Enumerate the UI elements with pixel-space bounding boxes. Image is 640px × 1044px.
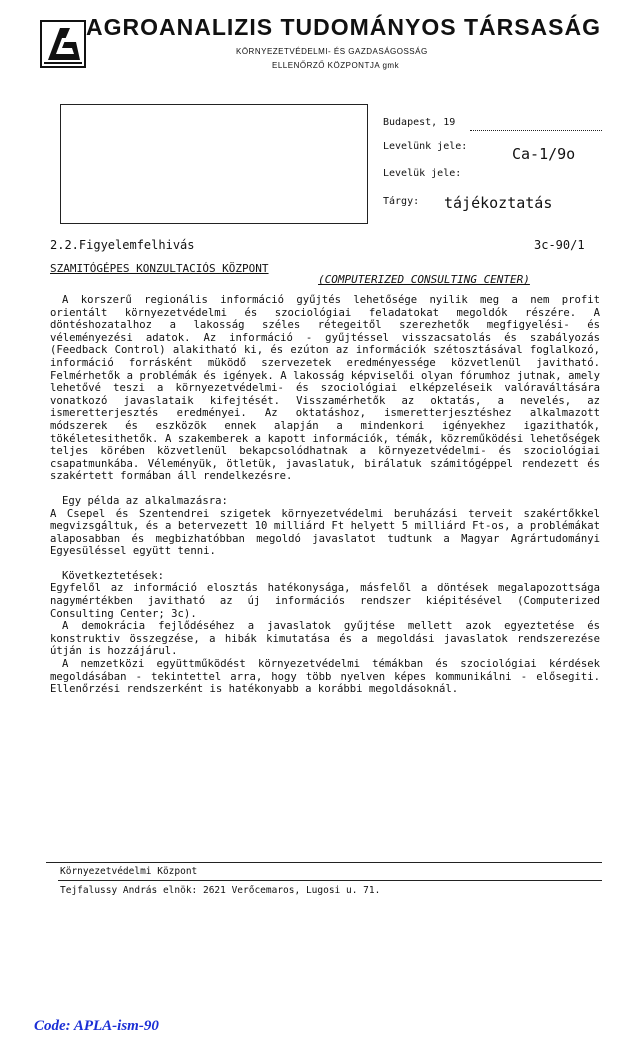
example-paragraph: A Csepel és Szentendrei szigetek környezetvédelmi beruházási terveit szakértőkkel megvizsgáltuk, és a betervezett 10 milliárd Ft helyett 5 milliárd Ft-os, a problémákat alaposabban és megbizhatóbban megoldó javaslatot tudtunk a Magyar Agrártudományi Egyesüléssel együtt tenni. bbox=[50, 507, 600, 558]
date-dotted-line bbox=[470, 130, 602, 131]
conclusion-paragraph-3: A nemzetközi együttműködést környezetvédelmi témákban és szociológiai kérdések megoldásában - tekintettel arra, hogy több nyelven képes kommunikálni - elősegiti. Ellenőrzési rendszerként is hatékonyabb a korábbi megoldásoknál. bbox=[50, 658, 600, 696]
conclusion-paragraph-2: A demokrácia fejlődéséhez a javaslatok gyűjtése mellett azok egyeztetése és konstruktiv összegzése, a hibák kimutatása és a megoldási javaslatok rendszerezése útján is hozzájárul. bbox=[50, 620, 600, 658]
your-reference-label: Levelük jele: bbox=[383, 168, 462, 179]
footer-organization: Környezetvédelmi Központ bbox=[60, 866, 198, 877]
organization-subtitle-1: KÖRNYEZETVÉDELMI- ÉS GAZDASÁGOSSÁG bbox=[236, 47, 428, 56]
conclusions-heading: Következtetések: bbox=[62, 569, 165, 582]
intro-paragraph: A korszerű regionális információ gyűjtés lehetősége nyilik meg a nem profit orientált környezetvédelmi és szociológiai feladatokat megoldók részére. A döntéshozatalhoz a lakosság széles rétegeitől szerezhetők megfigyelési- és véleményezési adatok. Az információ - gyűjtéssel visszacsatolás és szabályozás (Feedback Control) alakitható ki, és ezúton az információk szétosztásával foglalkozó, információ forrásként müködő szervezetek eredményessége közvetlenül javitható. Felmérhetők a problémák és igények. A lakosság képviselői olyan fórumhoz jutnak, amely lehetővé teszi a környezetvédelmi- és szociológiai elképzeléseik valóraváltására vonatkozó javaslataik kifejtését. Visszamérhetők az oktatás, a nevelés, az ismeretterjesztés eredményei. Az oktatáshoz, ismeretterjesztéshez alkalmazott módszerek és eszközök ennek alapján a mindenkori igényekhez igazithatók, tökéletesithetők. A szakemberek a kapott információk, témák, közreműködési lehetőségek teljes körében közvetlenül bekapcsolódhatnak a környezetvédelmi- és szociológiai csapatmunkába. Véleményük, ötletük, javaslatuk, birálatuk számitógéppel rendezett és szakértett formában áll rendelkezésre. bbox=[50, 294, 600, 483]
subject-label: Tárgy: bbox=[383, 196, 420, 207]
reference-code: 3c-90/1 bbox=[534, 238, 585, 252]
reference-label: 2.2.Figyelemfelhivás bbox=[50, 238, 195, 252]
document-code-label: Code: APLA-ism-90 bbox=[34, 1018, 159, 1034]
organization-logo bbox=[40, 20, 86, 68]
section-subtitle: (COMPUTERIZED CONSULTING CENTER) bbox=[318, 273, 530, 286]
subject-value: tájékoztatás bbox=[444, 194, 553, 212]
conclusion-paragraph-1: Egyfelől az információ elosztás hatékonysága, másfelől a döntések megalapozottsága nagymértékben javitható az új információs rendszer kiépitésével (Computerized Consulting Center; 3c). bbox=[50, 582, 600, 620]
our-reference-value: Ca-1/9o bbox=[512, 145, 576, 163]
city-date-label: Budapest, 19 bbox=[383, 117, 456, 128]
footer-inner-divider bbox=[58, 880, 602, 881]
address-box bbox=[60, 104, 368, 224]
our-reference-label: Levelünk jele: bbox=[383, 141, 468, 152]
footer-divider bbox=[46, 862, 602, 863]
footer-address: Tejfalussy András elnök: 2621 Verőcemaros, Lugosi u. 71. bbox=[60, 885, 381, 896]
section-title: SZAMITÓGÉPES KONZULTACIÓS KÖZPONT bbox=[50, 262, 269, 275]
example-heading: Egy példa az alkalmazásra: bbox=[62, 494, 228, 507]
organization-name: AGROANALIZIS TUDOMÁNYOS TÁRSASÁG bbox=[86, 14, 601, 40]
document-body bbox=[50, 294, 600, 696]
organization-subtitle-2: ELLENŐRZŐ KÖZPONTJA gmk bbox=[272, 61, 400, 70]
